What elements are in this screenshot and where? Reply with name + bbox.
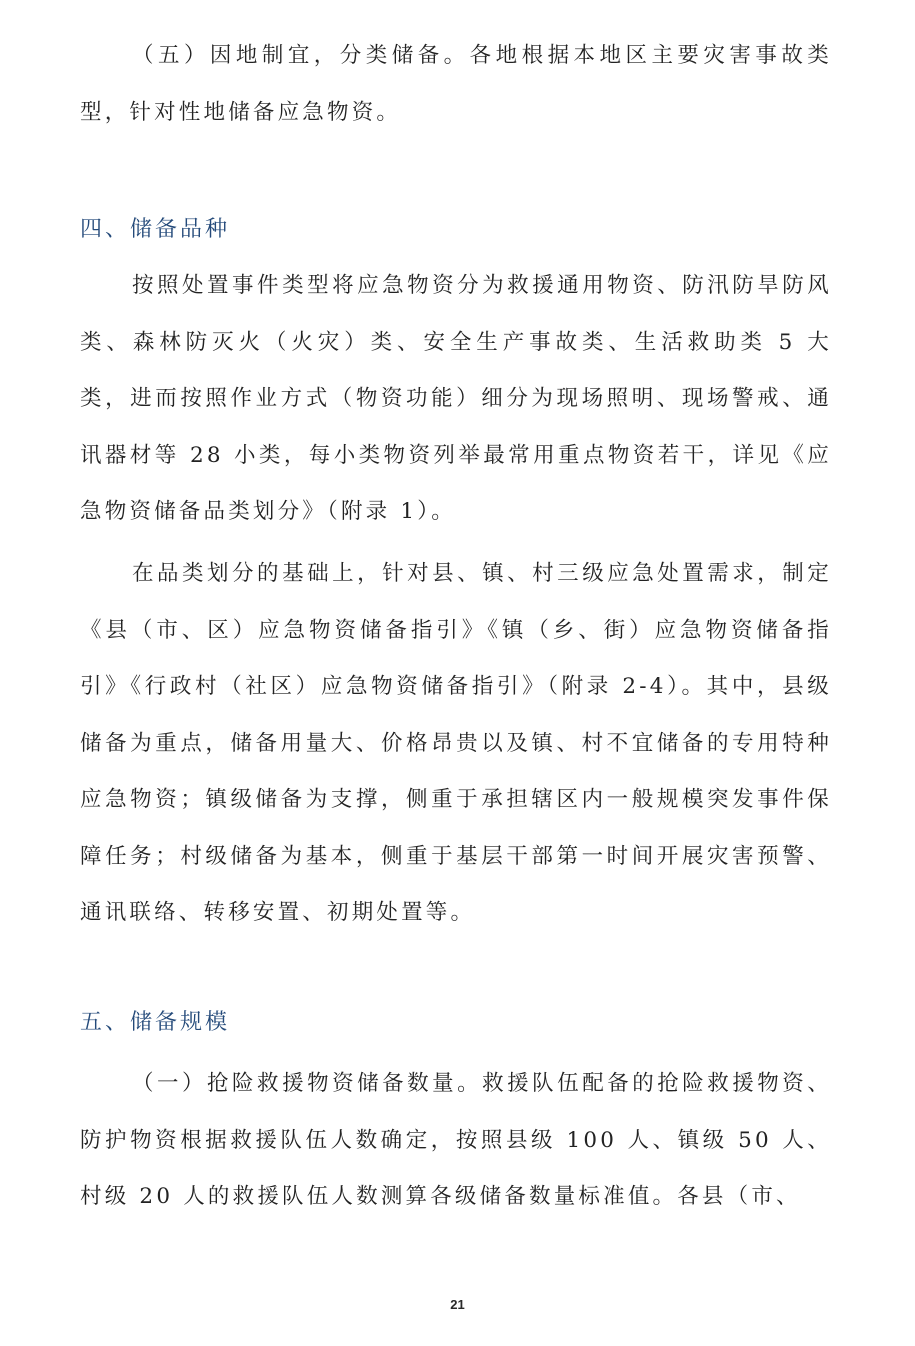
body-paragraph: （五）因地制宜，分类储备。各地根据本地区主要灾害事故类型，针对性地储备应急物资。 xyxy=(80,43,832,125)
body-paragraph: 按照处置事件类型将应急物资分为救援通用物资、防汛防旱防风类、森林防灭火（火灾）类、安全生产事故类、生活救助类 5 大类，进而按照作业方式（物资功能）细分为现场照明、现场警戒、通讯器材等 28 小类，每小类物资列举最常用重点物资若干，详见《应急物资储备品类划分》（附录 1）。 xyxy=(80,273,832,524)
body-paragraph: 在品类划分的基础上，针对县、镇、村三级应急处置需求，制定《县（市、区）应急物资储备指引》《镇（乡、街）应急物资储备指引》《行政村（社区）应急物资储备指引》（附录 2-4）。其中，县级储备为重点，储备用量大、价格昂贵以及镇、村不宜储备的专用特种应急物资；镇级储备为支撑，侧重于承担辖区内一般规模突发事件保障任务；村级储备为基本，侧重于基层干部第一时间开展灾害预警、通讯联络、转移安置、初期处置等。 xyxy=(80,561,832,925)
page-number: 21 xyxy=(450,1297,465,1312)
section-heading: 五、储备规模 xyxy=(80,1010,231,1035)
section-heading: 四、储备品种 xyxy=(80,217,231,242)
body-paragraph: （一）抢险救援物资储备数量。救援队伍配备的抢险救援物资、防护物资根据救援队伍人数确定，按照县级 100 人、镇级 50 人、村级 20 人的救援队伍人数测算各级储备数量标准值。各县（市、 xyxy=(80,1071,832,1209)
